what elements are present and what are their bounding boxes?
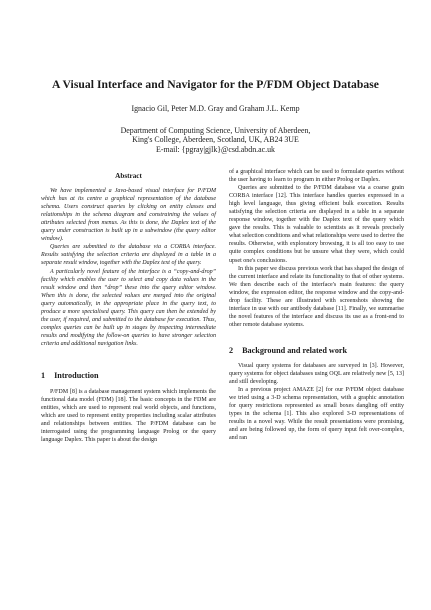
abstract-paragraph: A particularly novel feature of the interface is a “copy-and-drop” facility which enables the user to select and copy data values in the result window and then “drop” these into the query editor window. When this is done, the selected values are merged into the original query automatically, in the appropriate place in the query text, to produce a more specialised query. This query can then be extended by the user, if required, and submitted to the database for execution. Thus, complex queries can be built up in stages by inspecting intermediate results and modifying the follow-on queries to have stronger selection criteria and additional navigation links.	[41, 268, 216, 347]
section-heading-introduction	[41, 372, 216, 380]
section-title: Background and related work	[242, 345, 348, 355]
right-column	[229, 168, 404, 442]
abstract-paragraph: We have implemented a Java-based visual interface for P/FDM which has at its centre a graphical representation of the database schema. Users construct queries by clicking on entity classes and relationships in the schema diagram and constraining the values of attributes selected from menus. As this is done, the Daplex text of the query under construction is built up in a subwindow (the query editor window).	[41, 188, 216, 243]
affiliation-line: King's College, Aberdeen, Scotland, UK, AB24 3UE	[132, 135, 299, 145]
affiliation	[0, 126, 431, 154]
section-number: 2	[229, 345, 234, 355]
left-column	[41, 168, 216, 444]
body-paragraph: Visual query systems for databases are surveyed in [3]. However, query systems for object databases using OQL are relatively new [5, 13] and still developing.	[229, 362, 404, 386]
paper-title: A Visual Interface and Navigator for the P/FDM Object Database	[52, 78, 379, 91]
abstract-heading: Abstract	[115, 172, 142, 180]
body-paragraph: of a graphical interface which can be used to formulate queries without the user having to learn to program in either Prolog or Daplex.	[229, 169, 404, 184]
body-paragraph: Queries are submitted to the P/FDM database via a coarse grain CORBA interface [12]. This interface handles queries expressed in a high level language, thus giving efficient bulk execution. Results satisfying the selection criteria are displayed in a table in a separate response window, together with the Daplex text of the query which gave the results. This is valuable to scientists as it reveals precisely what selection conditions and what relationships were used to derive the results. Otherwise, with exploratory browsing, it is all too easy to use quite complex conditions but be unsure what they were, which could upset one's conclusions.	[229, 185, 404, 264]
abstract-paragraph: Queries are submitted to the database via a CORBA interface. Results satisfying the selection criteria are displayed in a table in a separate result window, together with the Daplex text of the query.	[41, 244, 216, 267]
email-line: E-mail: {pgray|gjlk}@csd.abdn.ac.uk	[156, 144, 275, 154]
body-paragraph: In this paper we discuss previous work that has shaped the design of the current interface and relate its functionality to that of other systems. We then describe each of the interface's main features: the query window, the expression editor, the response window and the copy-and-drop facility. These are illustrated with screenshots showing the interface in use with our antibody database [11]. Finally, we summarise the novel features of the interface and discuss its use as a front-end to other remote database systems.	[229, 265, 404, 328]
body-paragraph: In a previous project AMAZE [2] for our P/FDM object database we tried using a 3-D schema representation, with a graphic annotation for query restrictions represented as small boxes dangling off entity types in the schema [1]. This also explored 3-D representations of results in a novel way. While the result presentations were promising, and are being followed up, the form of query input felt over-complex, and ran	[229, 387, 404, 442]
section-number: 1	[41, 370, 46, 380]
abstract	[41, 172, 216, 348]
body-paragraph: P/FDM [8] is a database management system which implements the functional data model (FDM) [18]. The basic concepts in the FDM are entities, which are used to represent real world objects, and functions, which are used to represent entity properties including scalar attributes and relationships between entities. The P/FDM database can be interrogated using the programming language Prolog or the query language Daplex. This paper is about the design	[41, 389, 216, 444]
section-heading-background	[229, 347, 404, 355]
affiliation-line: Department of Computing Science, University of Aberdeen,	[120, 126, 311, 135]
authors: Ignacio Gil, Peter M.D. Gray and Graham J.L. Kemp	[131, 104, 300, 113]
section-title: Introduction	[54, 370, 99, 380]
